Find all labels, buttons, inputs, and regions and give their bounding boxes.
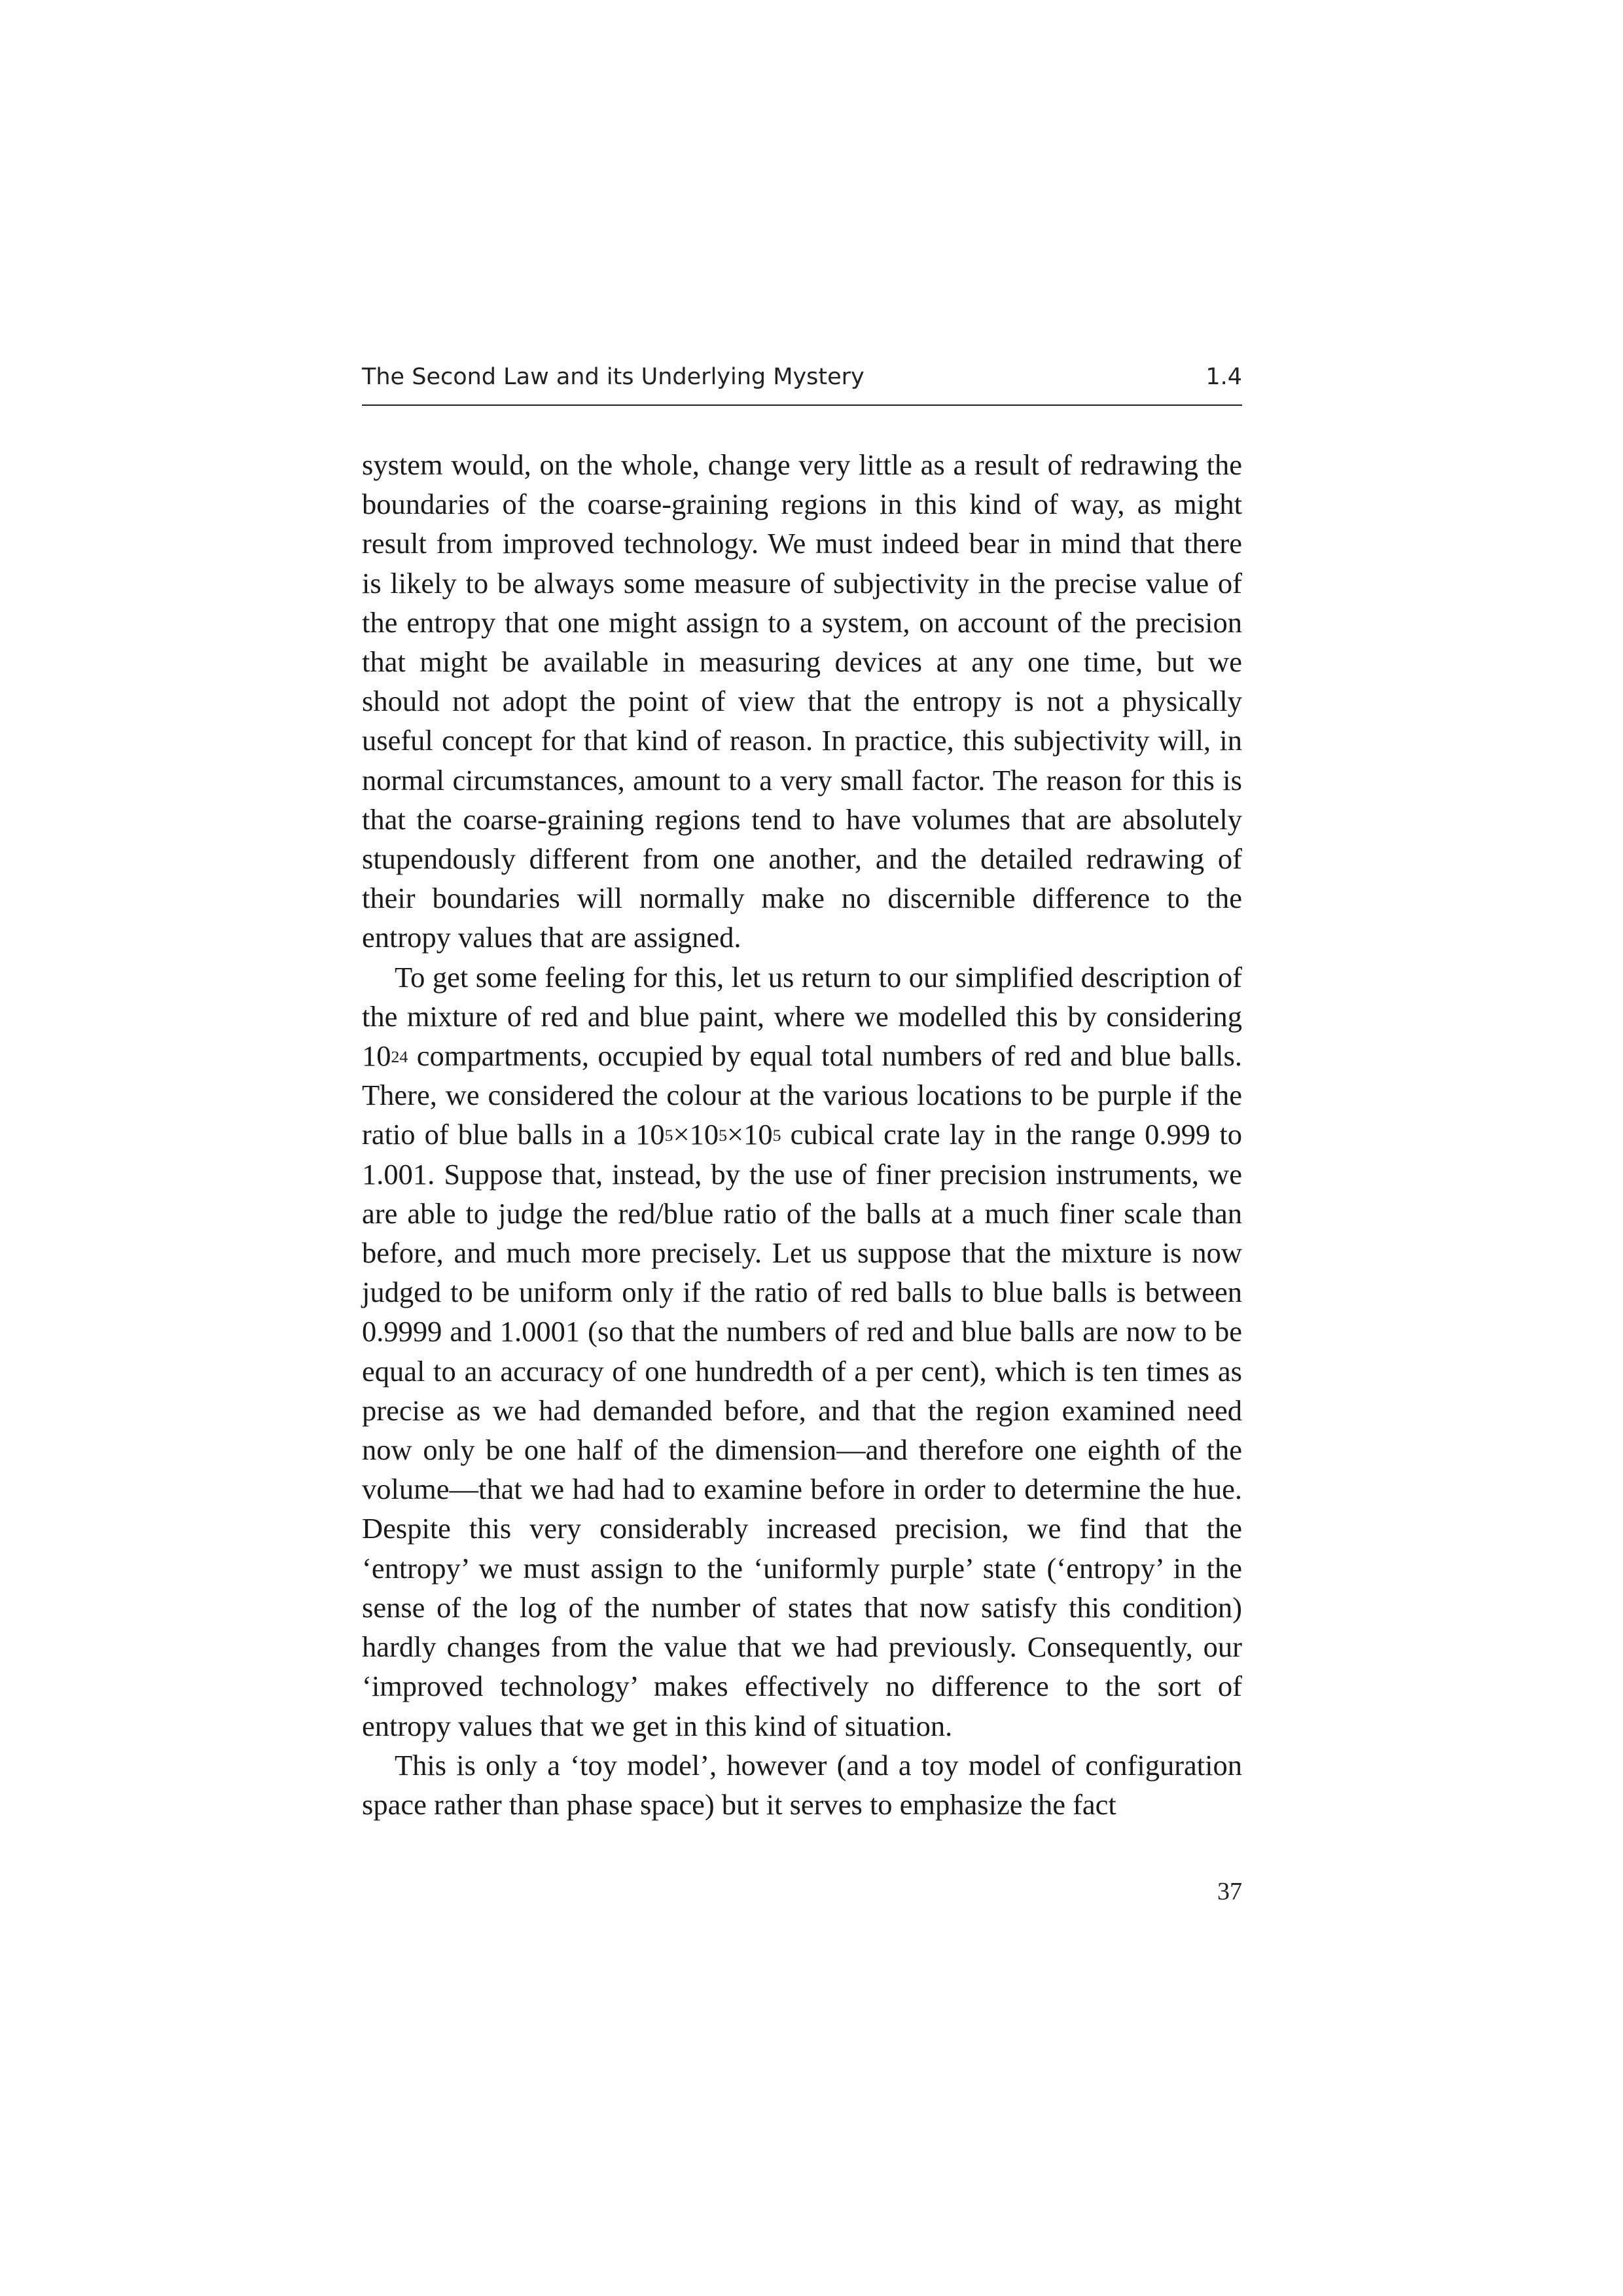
running-header-title: The Second Law and its Underlying Mystery [362,364,865,390]
paragraph-2-part-a: To get some feeling for this, let us return to our simplified description of the mixture of red and blue paint, where we modelled this by considering 10 [362,960,1242,1073]
page-number: 37 [1217,1878,1242,1905]
running-header [362,359,1242,406]
exponent-24: 24 [391,1047,408,1066]
exponent-5-first: 5 [664,1126,673,1145]
paragraph-2 [362,958,1242,1746]
paragraph-3: This is only a ‘toy model’, however (and a toy model of configuration space rather than phase space) but it serves to emphasize the fact [362,1748,1242,1821]
exponent-5-second: 5 [719,1126,728,1145]
paragraph-2-part-e: cubical crate lay in the range 0.999 to 1.001. Suppose that, instead, by the use of finer precision instruments, we are able to judge the red/blue ratio of the balls at a much finer scale than before, and much more precisely. Let us suppose that the mixture is now judged to be uniform only if the ratio of red balls to blue balls is between 0.9999 and 1.0001 (so that the numbers of red and blue balls are now to be equal to an accuracy of one hundredth of a per cent), which is ten times as precise as we had demanded before, and that the region examined need now only be one half of the dimension—and therefore one eighth of the volume—that we had had to examine before in order to determine the hue. Despite this very considerably increased precision, we find that the ‘entropy’ we must assign to the ‘uniformly purple’ state (‘entropy’ in the sense of the log of the number of states that now satisfy this condition) hardly changes from the value that we had previously. Consequently, our ‘improved technology’ makes effectively no difference to the sort of entropy values that we get in this kind of situation. [362,1118,1242,1742]
section-number: 1.4 [1205,364,1242,390]
body-text [362,445,1242,1824]
paragraph-2-part-d: ×10 [727,1118,773,1151]
paragraph-2-part-b: compartments, occupied by equal total numbers of red and blue balls. There, we considered the colour at the various locations to be purple if the ratio of blue balls in a 10 [362,1039,1242,1151]
paragraph-1: system would, on the whole, change very little as a result of redrawing the boundaries of the coarse-graining regions in this kind of way, as might result from improved technology. We must indeed bear in mind that there is likely to be always some measure of subjectivity in the precise value of the entropy that one might assign to a system, on account of the precision that might be available in measuring devices at any one time, but we should not adopt the point of view that the entropy is not a physically useful concept for that kind of reason. In practice, this subjectivity will, in normal circumstances, amount to a very small factor. The reason for this is that the coarse-graining regions tend to have volumes that are absolutely stupendously different from one another, and the detailed redrawing of their boundaries will normally make no discernible difference to the entropy values that are assigned. [362,448,1242,954]
paragraph-2-part-c: ×10 [673,1118,719,1151]
exponent-5-third: 5 [772,1126,781,1145]
